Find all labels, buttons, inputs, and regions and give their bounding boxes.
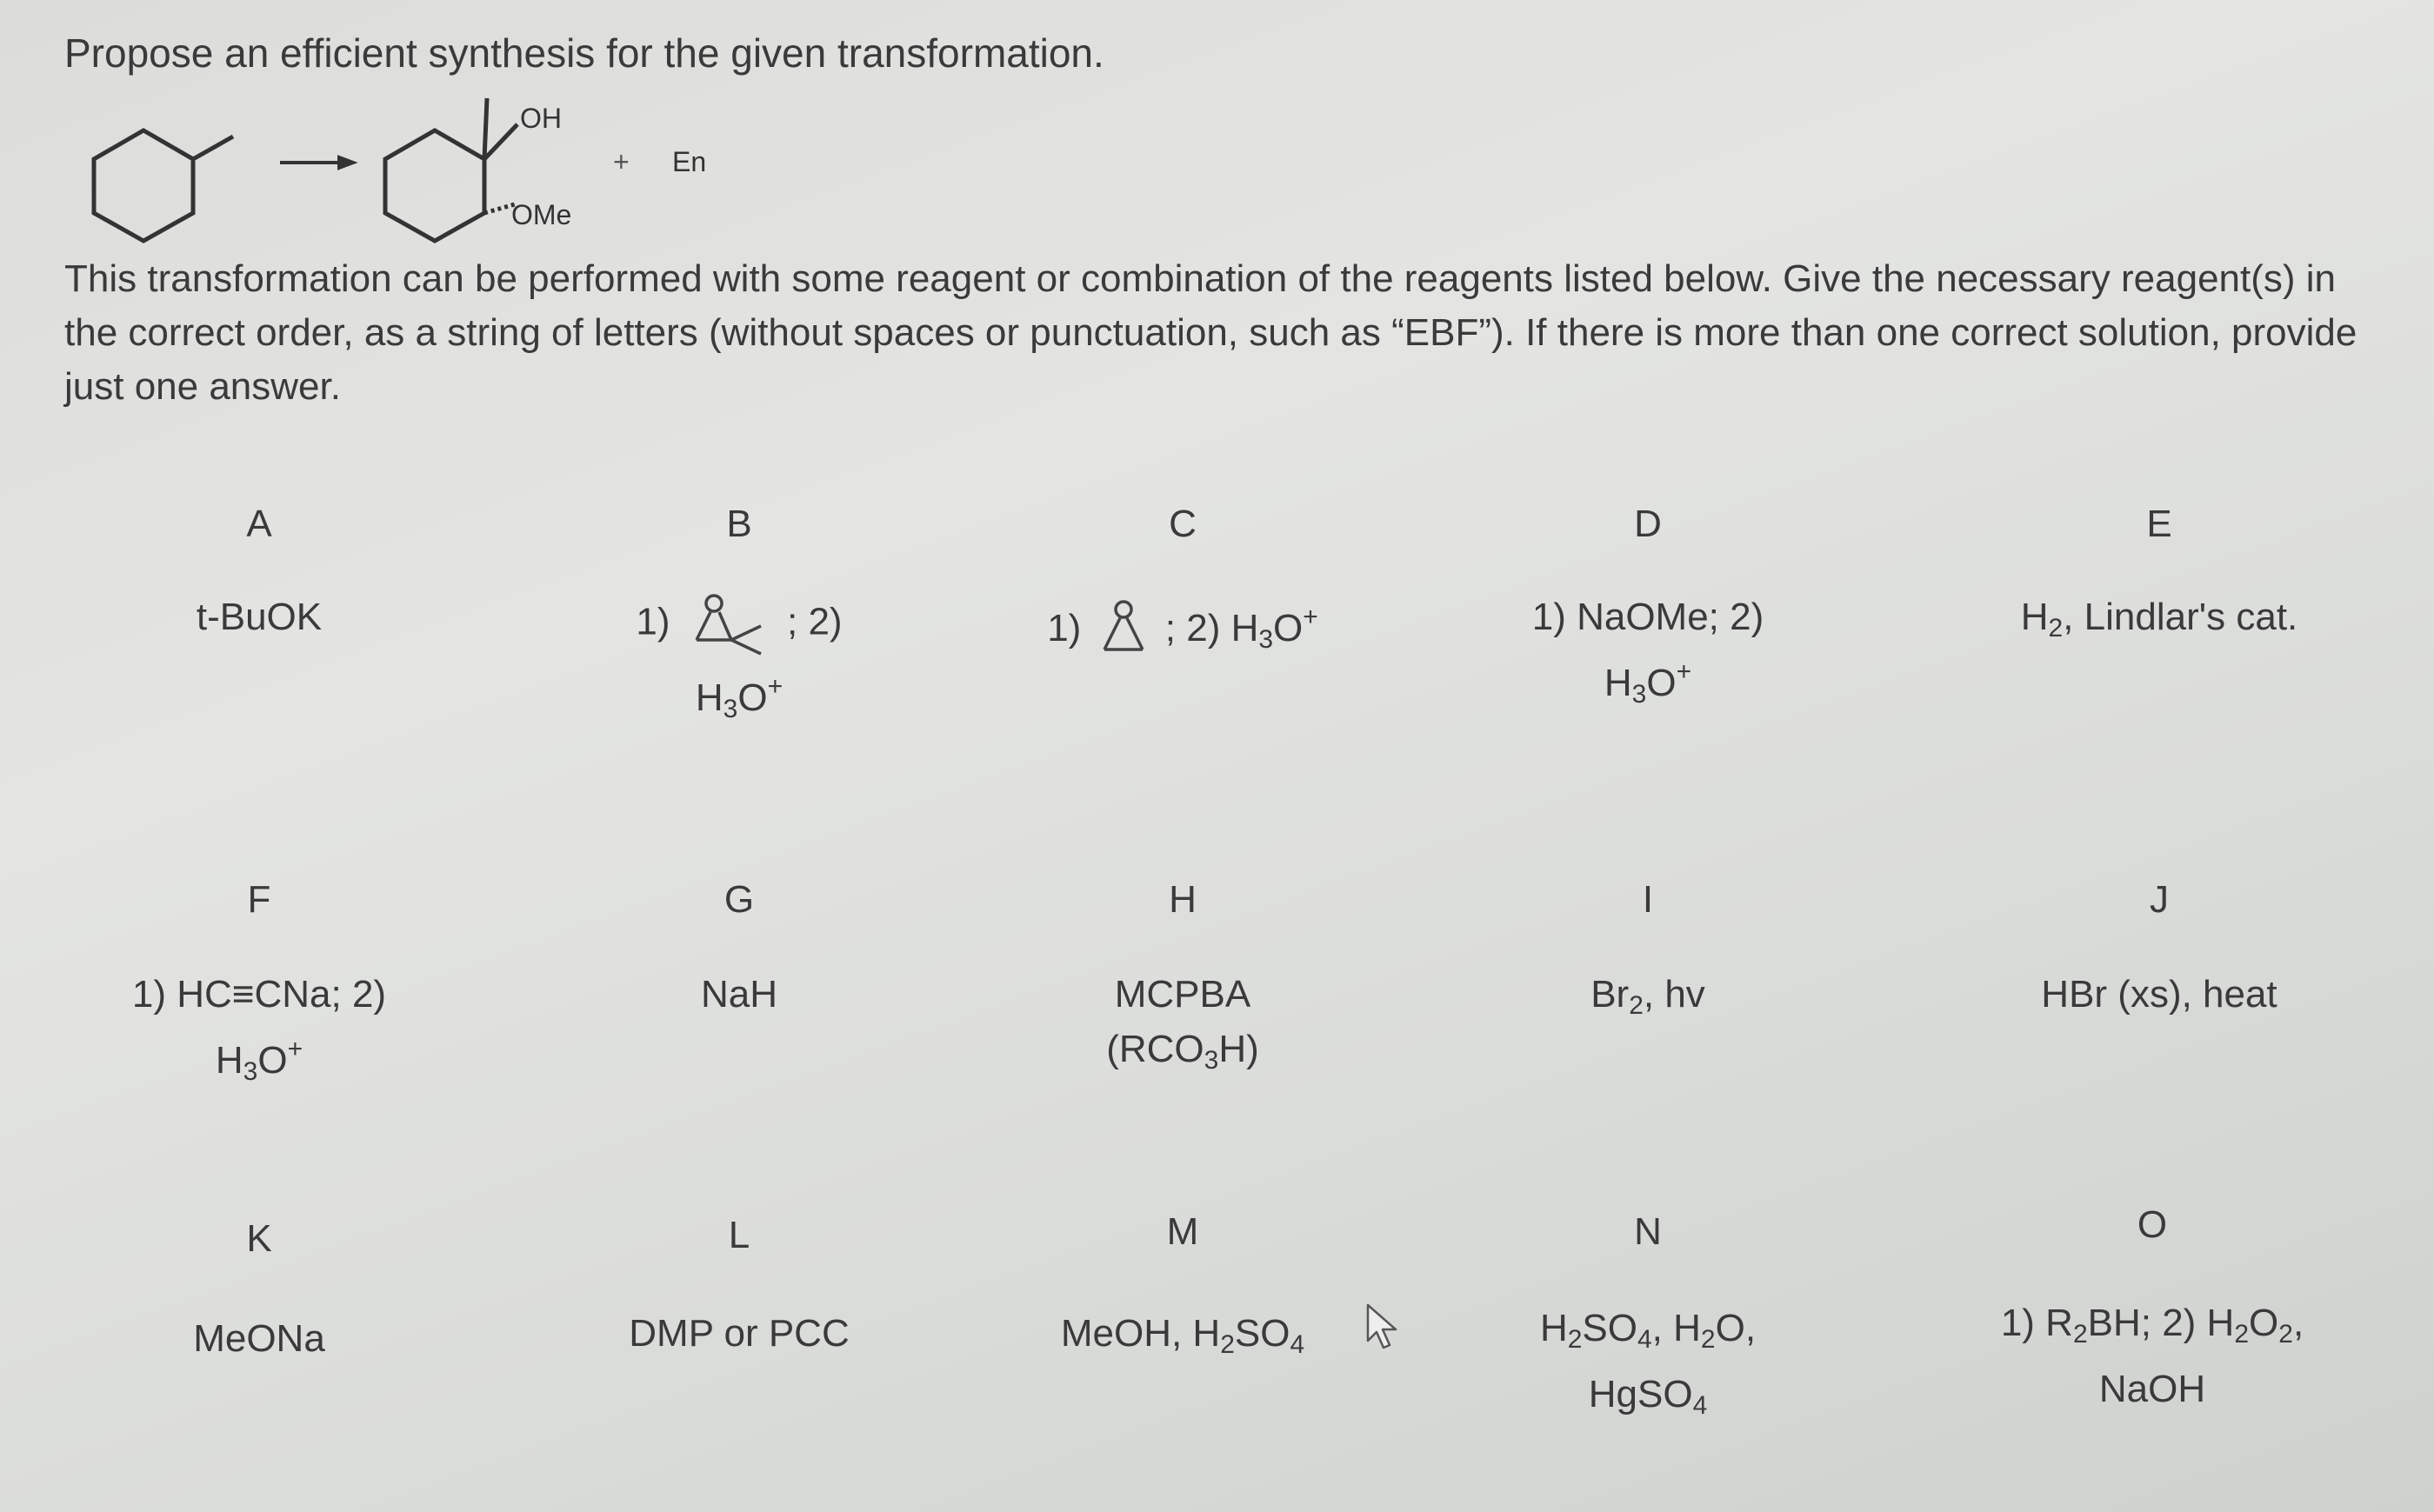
- option-l-text: DMP or PCC: [629, 1312, 850, 1355]
- starting-material-methylcyclohexane: [94, 130, 233, 241]
- option-m-text: MeOH, $H_2SO_4$: [1060, 1312, 1305, 1359]
- option-b-letter: B: [726, 503, 752, 545]
- option-f-letter: F: [247, 878, 271, 921]
- instructions-text: This transformation can be performed with some reagent or combination of the reagents listed below. Give the necessary reagent(s) in the correct order, as a string of letters (without spaces or punctuation, such as “EBF”). If there is more than one correct solution, provide just one answer.: [64, 257, 2357, 408]
- question-title: Propose an efficient synthesis for the given transformation.: [64, 30, 1104, 76]
- option-d-letter: D: [1634, 503, 1662, 545]
- option-b-sep: ; 2): [787, 600, 843, 643]
- option-e-reagent: [1933, 589, 2385, 656]
- option-i-letter: I: [1642, 878, 1654, 921]
- en-label: En: [672, 146, 707, 177]
- option-o-letter: O: [2137, 1203, 2168, 1246]
- option-m-letter: M: [1166, 1210, 1199, 1253]
- option-j-text: HBr (xs), heat: [2041, 973, 2277, 1016]
- option-b-reagent: [513, 589, 965, 736]
- option-k-reagent: [33, 1311, 485, 1366]
- option-i-reagent: [1422, 967, 1874, 1033]
- option-m-reagent: [957, 1306, 1409, 1372]
- oh-label: OH: [520, 103, 562, 134]
- option-k-letter: K: [246, 1217, 272, 1260]
- option-j-letter: J: [2150, 878, 2169, 921]
- option-n-line1: $H_2SO_4$, $H_2O$,: [1539, 1307, 1757, 1354]
- option-c-letter: C: [1169, 503, 1197, 545]
- reaction-arrow: [280, 157, 353, 168]
- option-h-line2: $(RCO_3H)$: [1106, 1028, 1259, 1075]
- option-o-reagent: [1926, 1296, 2378, 1416]
- option-h-reagent: [957, 967, 1409, 1088]
- product-molecule: [385, 98, 517, 241]
- ome-label: OMe: [511, 199, 572, 230]
- ethylene-oxide-icon: [1092, 596, 1155, 665]
- option-g-text: NaH: [700, 973, 778, 1016]
- option-i-text: $Br_2$, hv: [1590, 973, 1705, 1020]
- option-n-reagent: [1422, 1301, 1874, 1433]
- option-o-line2: NaOH: [2098, 1368, 2206, 1410]
- reaction-scheme: [61, 91, 809, 248]
- option-o-line1: 1) $R_2BH$; 2) $H_2O_2$,: [2000, 1302, 2304, 1349]
- option-c-step1: 1): [1047, 607, 1082, 649]
- option-c-reagent: [957, 589, 1409, 667]
- option-f-line1: 1) HC≡CNa; 2): [131, 973, 387, 1016]
- option-d-reagent: [1422, 589, 1874, 722]
- option-l-letter: L: [728, 1214, 750, 1256]
- option-n-letter: N: [1634, 1210, 1662, 1253]
- option-h-line1: MCPBA: [1114, 973, 1251, 1016]
- option-d-line1: 1) NaOMe; 2): [1531, 596, 1764, 638]
- plus-sign: +: [613, 146, 630, 177]
- mouse-pointer-icon: [1365, 1302, 1404, 1351]
- option-a-letter: A: [246, 503, 272, 545]
- option-g-letter: G: [724, 878, 755, 921]
- option-e-text: $H_2$, Lindlar's cat.: [2020, 596, 2298, 643]
- option-b-step1: 1): [636, 600, 670, 643]
- option-h-letter: H: [1169, 878, 1197, 921]
- option-j-reagent: [1933, 967, 2385, 1022]
- option-a-text: t-BuOK: [196, 596, 323, 638]
- option-k-text: MeONa: [193, 1317, 325, 1360]
- isobutylene-oxide-icon: [681, 589, 777, 659]
- option-c-rest: ; 2) $H_3O^+$: [1164, 603, 1318, 654]
- option-e-letter: E: [2146, 503, 2172, 545]
- option-f-line2: $H_3O^+$: [215, 1035, 303, 1086]
- option-g-reagent: [513, 967, 965, 1022]
- option-d-line2: $H_3O^+$: [1604, 657, 1692, 709]
- option-l-reagent: [513, 1306, 965, 1361]
- option-f-reagent: [33, 967, 485, 1099]
- option-n-line2: HgSO$_4$: [1588, 1373, 1708, 1420]
- option-a-reagent: [33, 589, 485, 644]
- option-b-line2: $H_3O^+$: [695, 672, 784, 723]
